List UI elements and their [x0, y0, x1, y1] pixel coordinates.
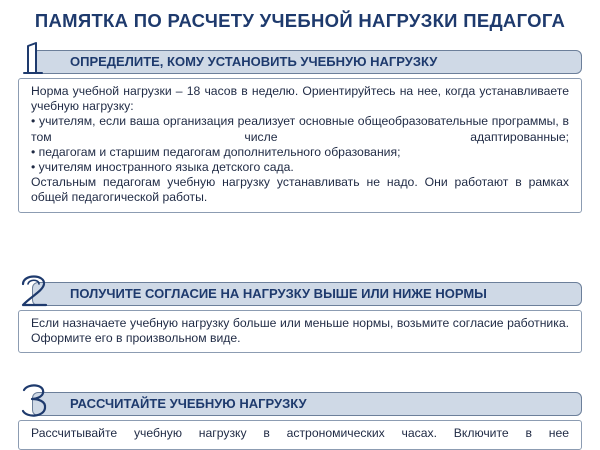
number-1-icon	[18, 40, 52, 78]
page-title: ПАМЯТКА ПО РАСЧЕТУ УЧЕБНОЙ НАГРУЗКИ ПЕДАГОГА	[34, 10, 566, 31]
step-2-header	[18, 276, 582, 306]
number-3-icon	[18, 382, 52, 420]
step-3-body	[18, 420, 582, 450]
step-3	[18, 386, 582, 450]
step-2-body	[18, 310, 582, 353]
step-1-para-1: Норма учебной нагрузки – 18 часов в неделю. Ориентируйтесь на нее, когда устанавливаете учебную нагрузку:	[31, 84, 569, 114]
step-1-para-2: Остальным педагогам учебную нагрузку устанавливать не надо. Они работают в рамках общей педагогической работы.	[31, 175, 569, 205]
step-3-title: РАССЧИТАЙТЕ УЧЕБНУЮ НАГРУЗКУ	[70, 396, 307, 411]
step-2-title: ПОЛУЧИТЕ СОГЛАСИЕ НА НАГРУЗКУ ВЫШЕ ИЛИ НИЖЕ НОРМЫ	[70, 286, 487, 301]
step-2-para-1: Если назначаете учебную нагрузку больше или меньше нормы, возьмите согласие работника. Оформите его в произвольном виде.	[31, 316, 569, 346]
step-1	[18, 44, 582, 213]
step-3-para-1: Рассчитывайте учебную нагрузку в астрономических часах. Включите в нее	[31, 426, 569, 440]
step-1-header	[18, 44, 582, 74]
step-1-body	[18, 78, 582, 213]
step-1-bullet-2: • педагогам и старшим педагогам дополнительного образования;	[31, 144, 401, 159]
step-1-bullet-1: • учителям, если ваша организация реализует основные общеобразовательные программы, в том числе адаптированные;	[31, 114, 569, 144]
step-2	[18, 276, 582, 353]
step-3-header	[18, 386, 582, 416]
step-1-bullet-3: • учителям иностранного языка детского сада.	[31, 160, 294, 175]
step-1-title: ОПРЕДЕЛИТЕ, КОМУ УСТАНОВИТЬ УЧЕБНУЮ НАГРУЗКУ	[70, 54, 438, 69]
number-2-icon	[18, 272, 52, 310]
